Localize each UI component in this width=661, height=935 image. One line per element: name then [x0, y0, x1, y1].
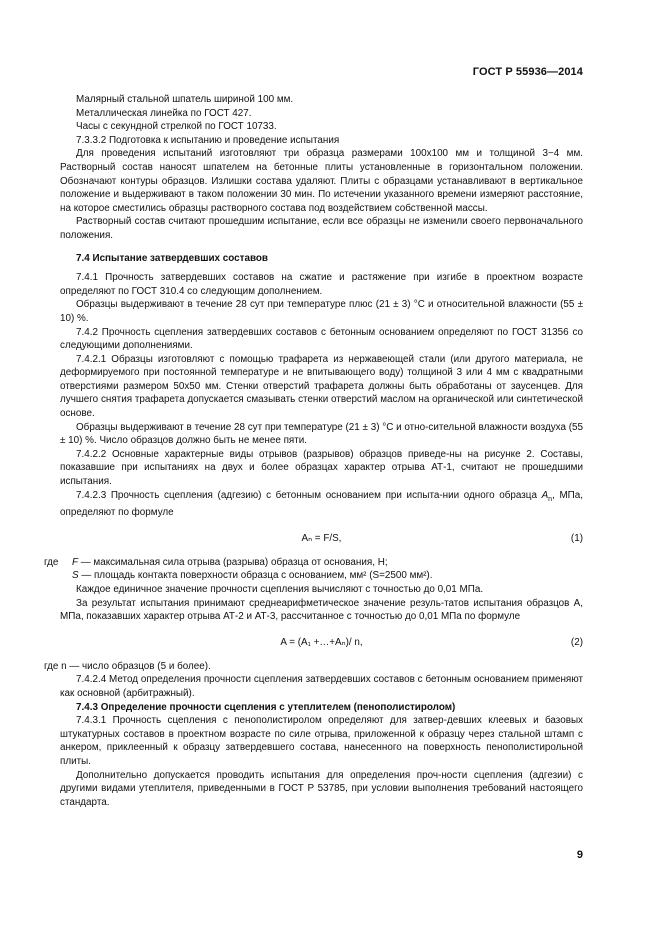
text-line: Малярный стальной шпатель шириной 100 мм. — [76, 94, 294, 105]
variable-f: F — [72, 556, 79, 568]
variable-s: S — [72, 570, 79, 582]
where-line-f — [44, 556, 583, 570]
paragraph: Растворный состав считают прошедшим испытание, если все образцы не изменили своего первоначального положения. — [60, 216, 583, 241]
paragraph: 7.4.2 Прочность сцепления затвердевших составов с бетонным основанием определяют по ГОСТ 31356 со следующими дополнениями. — [60, 326, 583, 352]
paragraph: 7.4.2.2 Основные характерные виды отрывов (разрывов) образцов приведе-ны на рисунке 2. Составы, показавшие при испытаниях на двух и более образцах характер отрыва АТ-1, считают не прошедшими испытания. — [60, 448, 583, 488]
paragraph: Дополнительно допускается проводить испытания для определения проч-ности сцепления (адгезии) с другими видами утеплителя, приведенными в ГОСТ Р 53785, при условии выполнения требований настоящего стандарта. — [60, 769, 583, 808]
text-line: Часы с секундной стрелкой по ГОСТ 10733. — [76, 121, 277, 133]
formula-expression: Aₙ = F/S, — [301, 532, 342, 544]
where-label: где — [44, 556, 59, 568]
document-body — [44, 93, 584, 809]
subscript-n: n — [548, 495, 553, 503]
formula-expression: A = (A₁ +…+Aₙ)/ n, — [280, 636, 363, 648]
where-line-s — [44, 569, 583, 583]
paragraph — [60, 489, 583, 520]
formula-number: (2) — [570, 636, 583, 648]
section-heading: 7.4.3 Определение прочности сцепления с утеплителем (пенополистиролом) — [76, 701, 456, 713]
paragraph: За результат испытания принимают среднеарифметическое значение резуль-татов испытания образцов A, МПа, показавших характер отрыва АТ-2 и АТ-3, рассчитанное с точностью до 0,01 МПа по формуле — [60, 597, 583, 623]
text-line: Металлическая линейка по ГОСТ 427. — [76, 107, 252, 119]
subsection-title: 7.3.3.2 Подготовка к испытанию и проведение испытания — [76, 134, 340, 146]
page-number: 9 — [576, 849, 583, 861]
paragraph: 7.4.3.1 Прочность сцепления с пенополистиролом определяют для затвер-девших клеевых и базовых штукатурных составов в проектном возрасте по силе отрыва, приложенной к образцу через стальной штамп с анкером, приклеенный к образцу затвердевшего состава, нанесенного на поверхность пенополистирольной плиты. — [60, 715, 583, 767]
formula-number: (1) — [570, 532, 583, 544]
section-heading: 7.4 Испытание затвердевших составов — [76, 252, 269, 264]
paragraph: где n — число образцов (5 и более). — [44, 660, 211, 672]
paragraph: Образцы выдерживают в течение 28 сут при температуре (21 ± 3) °C и отно-сительной влажности воздуха (55 ± 10) %. Число образцов должно быть не менее пяти. — [60, 421, 583, 447]
paragraph: 7.4.2.1 Образцы изготовляют с помощью трафарета из нержавеющей стали (или другого материала, не деформируемого при постоянной температуре и не впитывающего воду) толщиной 3 или 4 мм с квадратными отверстиями размером 50x50 мм. Стенки отверстий трафарета должны быть обработаны от заусенцев. Для лучшего снятия трафарета допускается смазывать стенки отверстий маслом на органической или синтетической основе. — [60, 353, 583, 420]
paragraph-text: 7.4.2.3 Прочность сцепления (адгезию) с бетонным основанием при испыта-нии одного образца — [76, 489, 542, 501]
formula-1 — [60, 528, 583, 550]
paragraph: 7.4.2.4 Метод определения прочности сцепления затвердевших составов с бетонным основанием применяют как основной (арбитражный). — [60, 674, 583, 699]
paragraph: Для проведения испытаний изготовляют три образца размерами 100x100 мм и толщиной 3−4 мм. Растворный состав наносят шпателем на бетонные плиты установленные в горизонтальном положении. Обозначают контуры образцов. Излишки состава удаляют. Плиты с образцами устанавливают в вертикальное положение и выдерживают в таком положении 30 мин. По истечении указанного времени измеряют расстояние, на которое сместились образцы растворного состава под воздействием собственной массы. — [60, 148, 583, 214]
definition-text: — максимальная сила отрыва (разрыва) образца от основания, Н; — [78, 556, 388, 568]
formula-2 — [60, 632, 583, 654]
document-header-id: ГОСТ Р 55936—2014 — [472, 66, 583, 78]
paragraph: Каждое единичное значение прочности сцепления вычисляют с точностью до 0,01 МПа. — [76, 583, 484, 595]
paragraph-text: , МПа, определяют по формуле — [60, 489, 584, 519]
paragraph: Образцы выдерживают в течение 28 сут при температуре плюс (21 ± 3) °C и относительной влажности (55 ± 10) %. — [60, 299, 583, 324]
variable-a: A — [541, 489, 549, 501]
paragraph: 7.4.1 Прочность затвердевших составов на сжатие и растяжение при изгибе в проектном возрасте определяют по ГОСТ 310.4 со следующим дополнением. — [60, 272, 583, 297]
definition-text: — площадь контакта поверхности образца с основанием, мм² (S=2500 мм²). — [78, 570, 433, 582]
